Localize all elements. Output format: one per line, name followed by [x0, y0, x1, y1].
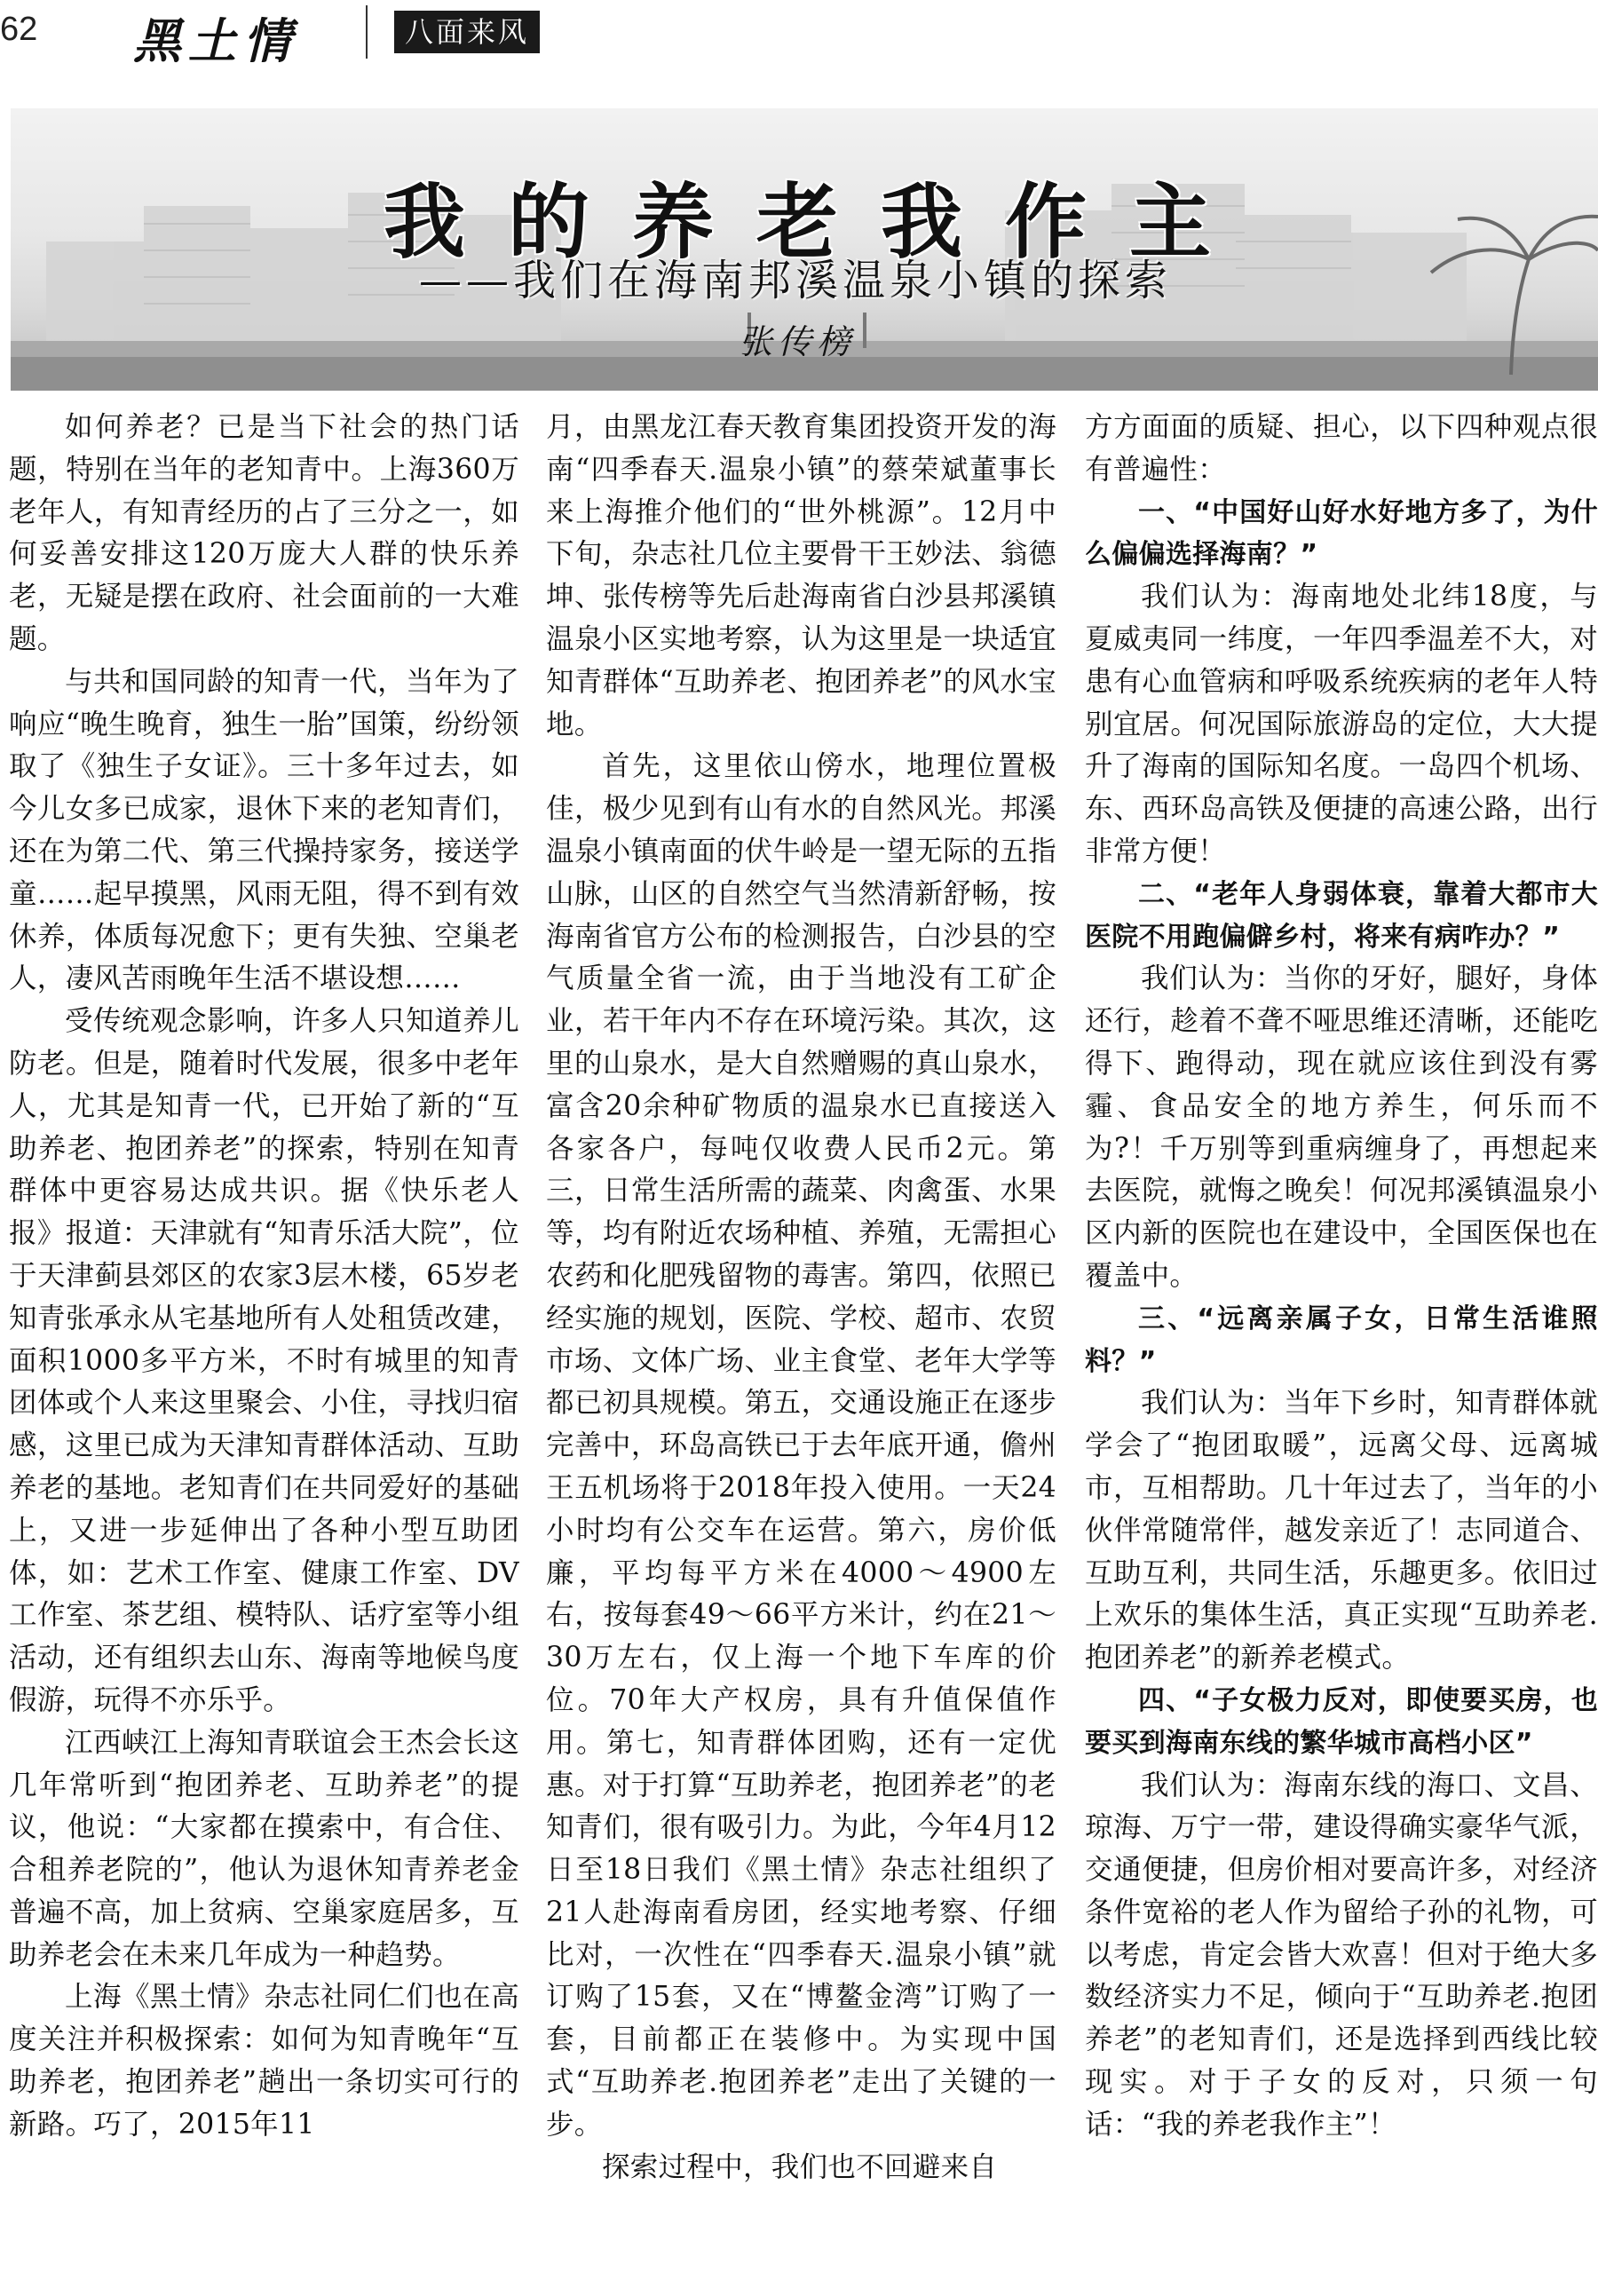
article-author: 张传榜 [739, 322, 857, 361]
page-number: 62 [0, 11, 38, 48]
page-header [0, 0, 1598, 69]
article-subtitle: ——我们在海南邦溪温泉小镇的探索 [419, 256, 1173, 305]
paragraph: 我们认为：当年下乡时，知青群体就学会了“抱团取暖”，远离父母、远离城市，互相帮助。几十年过去了，当年的小伙伴常随常伴，越发亲近了！志同道合、互助互利，共同生活，乐趣更多。依旧过上欢乐的集体生活，真正实现“互助养老.抱团养老”的新养老模式。 [1085, 1387, 1598, 1674]
paragraph: 上海《黑土情》杂志社同仁们也在高度关注并积极探索：如何为知青晚年“互助养老，抱团养老”趟出一条切实可行的新路。巧了，2015年11 [9, 1981, 519, 2141]
article-banner [11, 108, 1598, 391]
article-column-1 [9, 407, 519, 2296]
article-column-3 [1085, 407, 1598, 2296]
paragraph: 方方面面的质疑、担心，以下四种观点很有普遍性： [1085, 411, 1598, 486]
paragraph: 我们认为：海南东线的海口、文昌、琼海、万宁一带，建设得确实豪华气派，交通便捷，但房价相对要高许多，对经济条件宽裕的老人作为留给子孙的礼物，可以考虑，肯定会皆大欢喜！但对于绝大多数经济实力不足，倾向于“互助养老.抱团养老”的老知青们，还是选择到西线比较现实。对于子女的反对，只须一句话：“我的养老我作主”！ [1085, 1769, 1598, 2141]
paragraph: 如何养老？已是当下社会的热门话题，特别在当年的老知青中。上海360万老年人，有知青经历的占了三分之一，如何妥善安排这120万庞大人群的快乐养老，无疑是摆在政府、社会面前的一大难题。 [9, 411, 519, 655]
paragraph: 首先，这里依山傍水，地理位置极佳，极少见到有山有水的自然风光。邦溪温泉小镇南面的伏牛岭是一望无际的五指山脉，山区的自然空气当然清新舒畅，按海南省官方公布的检测报告，白沙县的空气质量全省一流，由于当地没有工矿企业，若干年内不存在环境污染。其次，这里的山泉水，是大自然赠赐的真山泉水，富含20余种矿物质的温泉水已直接送入各家各户，每吨仅收费人民币2元。第三，日常生活所需的蔬菜、肉禽蛋、水果等，均有附近农场种植、养殖，无需担心农药和化肥残留物的毒害。第四，依照已经实施的规划，医院、学校、超市、农贸市场、文体广场、业主食堂、老年大学等都已初具规模。第五，交通设施正在逐步完善中，环岛高铁已于去年底开通，儋州王五机场将于2018年投入使用。一天24小时均有公交车在运营。第六，房价低廉，平均每平方米在4000～4900左右，按每套49～66平方米计，约在21～30万左右，仅上海一个地下车库的价位。70年大产权房，具有升值保值作用。第七，知青群体团购，还有一定优惠。对于打算“互助养老，抱团养老”的老知青们，很有吸引力。为此，今年4月12日至18日我们《黑土情》杂志社组织了21人赴海南看房团，经实地考察、仔细比对，一次性在“四季春天.温泉小镇”就订购了15套，又在“博鳌金湾”订购了一套，目前都正在装修中。为实现中国式“互助养老.抱团养老”走出了关键的一步。 [546, 750, 1056, 2141]
paragraph: 与共和国同龄的知青一代，当年为了响应“晚生晚育，独生一胎”国策，纷纷领取了《独生子女证》。三十多年过去，如今儿女多已成家，退休下来的老知青们，还在为第二代、第三代操持家务，接送学童……起早摸黑，风雨无阻，得不到有效休养，体质每况愈下；更有失独、空巢老人，凄风苦雨晚年生活不堪设想…… [9, 665, 519, 995]
magazine-name: 黑土情 [133, 12, 298, 69]
column-tag: 八面来风 [394, 11, 540, 53]
question-heading: 三、“远离亲属子女，日常生活谁照料？” [1085, 1302, 1598, 1377]
paragraph: 受传统观念影响，许多人只知道养儿防老。但是，随着时代发展，很多中老年人，尤其是知青一代，已开始了新的“互助养老、抱团养老”的探索，特别在知青群体中更容易达成共识。据《快乐老人报》报道：天津就有“知青乐活大院”，位于天津蓟县郊区的农家3层木楼，65岁老知青张承永从宅基地所有人处租赁改建，面积1000多平方米，不时有城里的知青团体或个人来这里聚会、小住，寻找归宿感，这里已成为天津知青群体活动、互助养老的基地。老知青们在共同爱好的基础上，又进一步延伸出了各种小型互助团体，如：艺术工作室、健康工作室、DV工作室、茶艺组、模特队、话疗室等小组活动，还有组织去山东、海南等地候鸟度假游，玩得不亦乐乎。 [9, 1005, 519, 1716]
paragraph: 我们认为：当你的牙好，腿好，身体还行，趁着不聋不哑思维还清晰，还能吃得下、跑得动，现在就应该住到没有雾霾、食品安全的地方养生，何乐而不为?！千万别等到重病缠身了，再想起来去医院，就悔之晚矣！何况邦溪镇温泉小区内新的医院也在建设中，全国医保也在覆盖中。 [1085, 962, 1598, 1292]
question-heading: 二、“老年人身弱体衰，靠着大都市大医院不用跑偏僻乡村，将来有病咋办？” [1085, 878, 1598, 953]
paragraph: 我们认为：海南地处北纬18度，与夏威夷同一纬度，一年四季温差不大，对患有心血管病和呼吸系统疾病的老年人特别宜居。何况国际旅游岛的定位，大大提升了海南的国际知名度。一岛四个机场、东、西环岛高铁及便捷的高速公路，出行非常方便！ [1085, 581, 1598, 867]
paragraph: 江西峡江上海知青联谊会王杰会长这几年常听到“抱团养老、互助养老”的提议，他说：“大家都在摸索中，有合住、合租养老院的”，他认为退休知青养老金普遍不高，加上贫病、空巢家庭居多，互助养老会在未来几年成为一种趋势。 [9, 1726, 519, 1971]
article-column-2 [546, 407, 1056, 2296]
paragraph: 探索过程中，我们也不回避来自 [602, 2150, 998, 2183]
paragraph: 月，由黑龙江春天教育集团投资开发的海南“四季春天.温泉小镇”的蔡荣斌董事长来上海推介他们的“世外桃源”。12月中下旬，杂志社几位主要骨干王妙法、翁德坤、张传榜等先后赴海南省白沙县邦溪镇温泉小区实地考察，认为这里是一块适宜知青群体“互助养老、抱团养老”的风水宝地。 [546, 411, 1056, 740]
question-heading: 四、“子女极力反对，即使要买房，也要买到海南东线的繁华城市高档小区” [1085, 1684, 1598, 1759]
article-title: 我的养老我作主 [384, 174, 1254, 270]
header-divider [366, 5, 368, 59]
question-heading: 一、“中国好山好水好地方多了，为什么偏偏选择海南？” [1085, 496, 1598, 571]
